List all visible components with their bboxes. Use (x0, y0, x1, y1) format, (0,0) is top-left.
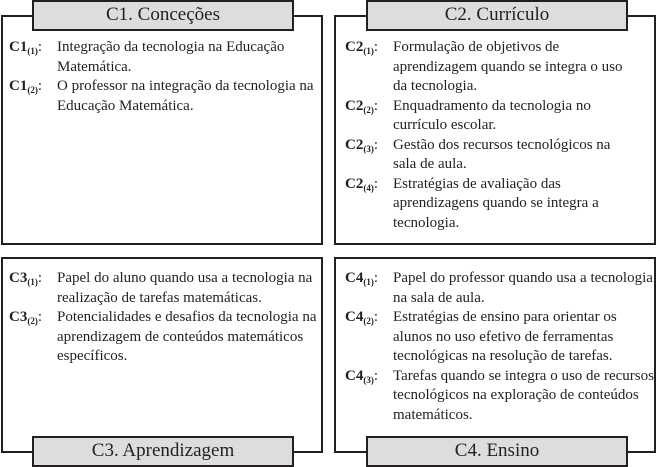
list-item: $C1_{(1)}$: Integração da tecnologia na Educação Matemática. (9, 39, 285, 75)
quadrant-c4-items (345, 269, 655, 425)
list-item: $C3_{(2)}$: Potencialidades e desafios da tecnologia na aprendizagem de conteúdos matemáticos específicos. (9, 309, 317, 364)
quadrant-c3-items (9, 269, 319, 367)
list-item: $C4_{(3)}$: Tarefas quando se integra o uso de recursos tecnológicos na exploração de conteúdos matemáticos. (345, 367, 654, 423)
quadrant-c2-title: C2. Currículo (366, 0, 628, 31)
list-item: $C4_{(1)}$: Papel do professor quando usa a tecnologia na sala de aula. (345, 270, 653, 306)
quadrant-c3-title: C3. Aprendizagem (32, 436, 294, 467)
list-item: $C3_{(1)}$: Papel do aluno quando usa a tecnologia na realização de tarefas matemáticas. (9, 270, 313, 306)
list-item: $C2_{(2)}$: Enquadramento da tecnologia no currículo escolar. (345, 97, 591, 133)
list-item: $C2_{(1)}$: Formulação de objetivos de aprendizagem quando se integra o uso da tecnologia. (345, 39, 623, 94)
list-item: $C2_{(4)}$: Estratégias de avaliação das aprendizagens quando se integra a tecnologia. (345, 175, 599, 231)
quadrant-c2-items (345, 38, 625, 233)
quadrant-c1-items (9, 38, 319, 116)
list-item: $C1_{(2)}$: O professor na integração da tecnologia na Educação Matemática. (9, 78, 314, 114)
quadrant-c4-title: C4. Ensino (366, 436, 628, 467)
list-item: $C4_{(2)}$: Estratégias de ensino para orientar os alunos no uso efetivo de ferramentas tecnológicas na resolução de tarefas. (345, 309, 617, 364)
list-item: $C2_{(3)}$: Gestão dos recursos tecnológicos na sala de aula. (345, 136, 611, 172)
quadrant-c1-title: C1. Conceções (32, 0, 294, 31)
